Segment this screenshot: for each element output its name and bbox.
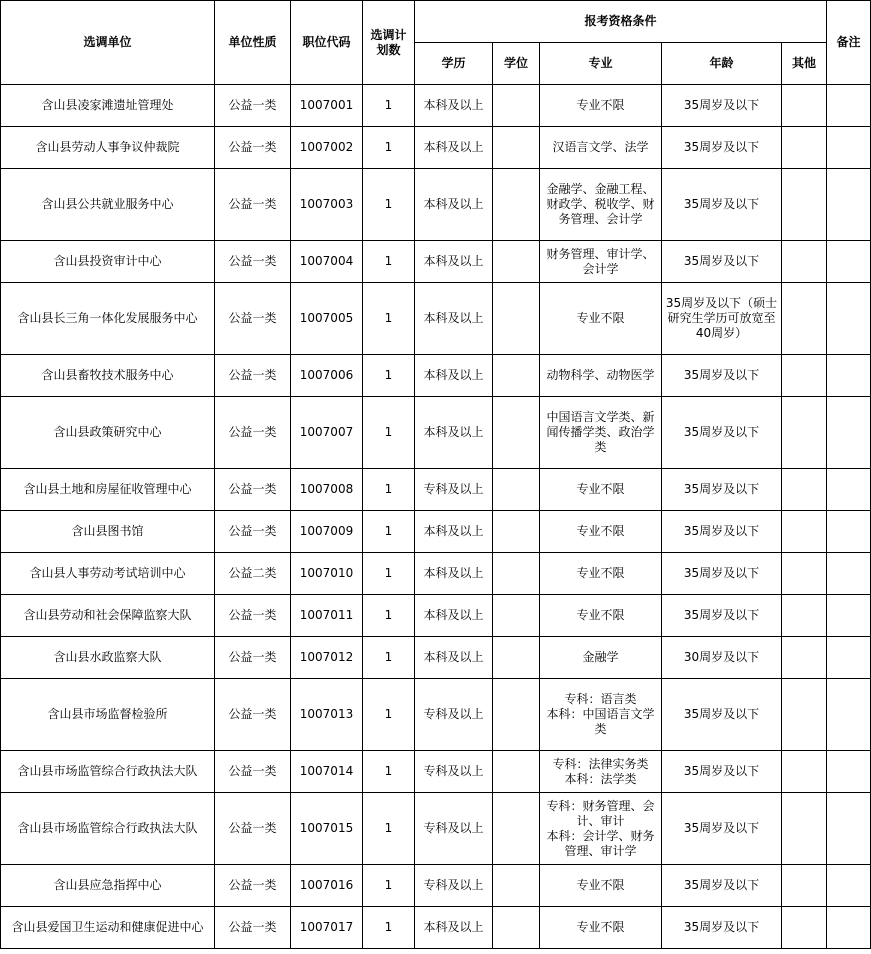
cell-age: 35周岁及以下 xyxy=(662,241,782,283)
cell-code: 1007012 xyxy=(291,637,363,679)
cell-plan: 1 xyxy=(363,595,415,637)
cell-education: 本科及以上 xyxy=(415,553,493,595)
table-row xyxy=(1,907,871,949)
cell-education: 本科及以上 xyxy=(415,511,493,553)
cell-nature: 公益一类 xyxy=(215,355,291,397)
header-nature: 单位性质 xyxy=(215,1,291,85)
cell-education: 本科及以上 xyxy=(415,127,493,169)
cell-other xyxy=(782,679,827,751)
table-row xyxy=(1,679,871,751)
cell-education: 专科及以上 xyxy=(415,751,493,793)
cell-nature: 公益一类 xyxy=(215,241,291,283)
cell-nature: 公益一类 xyxy=(215,127,291,169)
cell-education: 本科及以上 xyxy=(415,595,493,637)
cell-education: 专科及以上 xyxy=(415,469,493,511)
cell-degree xyxy=(493,127,540,169)
cell-remarks xyxy=(827,85,871,127)
header-education: 学历 xyxy=(415,43,493,85)
cell-major: 中国语言文学类、新闻传播学类、政治学类 xyxy=(540,397,662,469)
cell-other xyxy=(782,865,827,907)
cell-code: 1007006 xyxy=(291,355,363,397)
cell-unit: 含山县投资审计中心 xyxy=(1,241,215,283)
table-row xyxy=(1,85,871,127)
table-row xyxy=(1,355,871,397)
cell-age: 35周岁及以下 xyxy=(662,679,782,751)
cell-code: 1007007 xyxy=(291,397,363,469)
table-row xyxy=(1,511,871,553)
cell-remarks xyxy=(827,469,871,511)
cell-major: 汉语言文学、法学 xyxy=(540,127,662,169)
cell-plan: 1 xyxy=(363,241,415,283)
cell-major: 专业不限 xyxy=(540,85,662,127)
cell-unit: 含山县人事劳动考试培训中心 xyxy=(1,553,215,595)
cell-nature: 公益一类 xyxy=(215,511,291,553)
cell-remarks xyxy=(827,865,871,907)
cell-code: 1007009 xyxy=(291,511,363,553)
cell-degree xyxy=(493,283,540,355)
cell-major: 金融学 xyxy=(540,637,662,679)
cell-unit: 含山县市场监督检验所 xyxy=(1,679,215,751)
cell-other xyxy=(782,595,827,637)
cell-major: 专科：财务管理、会计、审计 本科：会计学、财务管理、审计学 xyxy=(540,793,662,865)
cell-nature: 公益一类 xyxy=(215,283,291,355)
cell-remarks xyxy=(827,793,871,865)
cell-unit: 含山县劳动和社会保障监察大队 xyxy=(1,595,215,637)
cell-education: 本科及以上 xyxy=(415,355,493,397)
cell-code: 1007014 xyxy=(291,751,363,793)
cell-remarks xyxy=(827,511,871,553)
cell-nature: 公益一类 xyxy=(215,469,291,511)
cell-remarks xyxy=(827,169,871,241)
cell-major: 专业不限 xyxy=(540,865,662,907)
cell-code: 1007011 xyxy=(291,595,363,637)
cell-major: 专科：语言类 本科：中国语言文学类 xyxy=(540,679,662,751)
cell-nature: 公益一类 xyxy=(215,397,291,469)
cell-nature: 公益一类 xyxy=(215,793,291,865)
cell-major: 专科：法律实务类 本科：法学类 xyxy=(540,751,662,793)
cell-major: 专业不限 xyxy=(540,283,662,355)
cell-nature: 公益一类 xyxy=(215,865,291,907)
cell-other xyxy=(782,751,827,793)
cell-code: 1007017 xyxy=(291,907,363,949)
table-row xyxy=(1,751,871,793)
header-remarks: 备注 xyxy=(827,1,871,85)
cell-degree xyxy=(493,85,540,127)
cell-other xyxy=(782,169,827,241)
cell-age: 35周岁及以下 xyxy=(662,907,782,949)
cell-unit: 含山县爱国卫生运动和健康促进中心 xyxy=(1,907,215,949)
header-other: 其他 xyxy=(782,43,827,85)
cell-age: 35周岁及以下 xyxy=(662,751,782,793)
cell-remarks xyxy=(827,283,871,355)
cell-plan: 1 xyxy=(363,283,415,355)
table-row xyxy=(1,793,871,865)
cell-other xyxy=(782,283,827,355)
cell-other xyxy=(782,397,827,469)
cell-remarks xyxy=(827,679,871,751)
cell-other xyxy=(782,637,827,679)
cell-education: 专科及以上 xyxy=(415,679,493,751)
cell-major: 专业不限 xyxy=(540,595,662,637)
cell-unit: 含山县长三角一体化发展服务中心 xyxy=(1,283,215,355)
cell-degree xyxy=(493,553,540,595)
header-unit: 选调单位 xyxy=(1,1,215,85)
cell-age: 35周岁及以下 xyxy=(662,355,782,397)
cell-plan: 1 xyxy=(363,553,415,595)
cell-age: 35周岁及以下 xyxy=(662,397,782,469)
cell-age: 35周岁及以下（硕士研究生学历可放宽至40周岁） xyxy=(662,283,782,355)
cell-degree xyxy=(493,907,540,949)
cell-age: 35周岁及以下 xyxy=(662,169,782,241)
cell-education: 专科及以上 xyxy=(415,793,493,865)
cell-degree xyxy=(493,865,540,907)
cell-code: 1007002 xyxy=(291,127,363,169)
cell-plan: 1 xyxy=(363,511,415,553)
cell-degree xyxy=(493,241,540,283)
cell-plan: 1 xyxy=(363,469,415,511)
cell-plan: 1 xyxy=(363,85,415,127)
cell-unit: 含山县水政监察大队 xyxy=(1,637,215,679)
cell-code: 1007005 xyxy=(291,283,363,355)
cell-remarks xyxy=(827,241,871,283)
cell-other xyxy=(782,85,827,127)
cell-plan: 1 xyxy=(363,907,415,949)
header-degree: 学位 xyxy=(493,43,540,85)
cell-plan: 1 xyxy=(363,679,415,751)
cell-age: 35周岁及以下 xyxy=(662,553,782,595)
table-body xyxy=(1,85,871,949)
cell-major: 金融学、金融工程、财政学、税收学、财务管理、会计学 xyxy=(540,169,662,241)
cell-degree xyxy=(493,595,540,637)
cell-plan: 1 xyxy=(363,127,415,169)
table-header xyxy=(1,1,871,85)
cell-remarks xyxy=(827,907,871,949)
table-row xyxy=(1,595,871,637)
cell-unit: 含山县凌家滩遗址管理处 xyxy=(1,85,215,127)
cell-degree xyxy=(493,793,540,865)
cell-nature: 公益一类 xyxy=(215,679,291,751)
cell-major: 动物科学、动物医学 xyxy=(540,355,662,397)
cell-major: 专业不限 xyxy=(540,907,662,949)
header-code: 职位代码 xyxy=(291,1,363,85)
cell-age: 35周岁及以下 xyxy=(662,469,782,511)
cell-plan: 1 xyxy=(363,751,415,793)
cell-education: 本科及以上 xyxy=(415,85,493,127)
cell-other xyxy=(782,907,827,949)
cell-plan: 1 xyxy=(363,793,415,865)
table-row xyxy=(1,169,871,241)
cell-nature: 公益一类 xyxy=(215,751,291,793)
cell-other xyxy=(782,793,827,865)
cell-age: 35周岁及以下 xyxy=(662,595,782,637)
cell-unit: 含山县政策研究中心 xyxy=(1,397,215,469)
cell-unit: 含山县劳动人事争议仲裁院 xyxy=(1,127,215,169)
cell-unit: 含山县应急指挥中心 xyxy=(1,865,215,907)
cell-code: 1007004 xyxy=(291,241,363,283)
cell-nature: 公益一类 xyxy=(215,637,291,679)
cell-code: 1007016 xyxy=(291,865,363,907)
cell-remarks xyxy=(827,595,871,637)
cell-major: 专业不限 xyxy=(540,553,662,595)
cell-nature: 公益一类 xyxy=(215,85,291,127)
cell-code: 1007003 xyxy=(291,169,363,241)
cell-education: 本科及以上 xyxy=(415,907,493,949)
cell-unit: 含山县市场监管综合行政执法大队 xyxy=(1,793,215,865)
cell-age: 35周岁及以下 xyxy=(662,127,782,169)
cell-remarks xyxy=(827,553,871,595)
cell-education: 本科及以上 xyxy=(415,169,493,241)
cell-code: 1007013 xyxy=(291,679,363,751)
cell-other xyxy=(782,511,827,553)
header-age: 年龄 xyxy=(662,43,782,85)
cell-age: 35周岁及以下 xyxy=(662,511,782,553)
cell-nature: 公益一类 xyxy=(215,169,291,241)
cell-age: 35周岁及以下 xyxy=(662,85,782,127)
cell-code: 1007001 xyxy=(291,85,363,127)
cell-unit: 含山县畜牧技术服务中心 xyxy=(1,355,215,397)
cell-degree xyxy=(493,679,540,751)
cell-degree xyxy=(493,355,540,397)
cell-plan: 1 xyxy=(363,637,415,679)
cell-other xyxy=(782,469,827,511)
header-conditions: 报考资格条件 xyxy=(415,1,827,43)
cell-other xyxy=(782,127,827,169)
table-row xyxy=(1,241,871,283)
cell-degree xyxy=(493,751,540,793)
table-row xyxy=(1,637,871,679)
table-row xyxy=(1,553,871,595)
cell-unit: 含山县公共就业服务中心 xyxy=(1,169,215,241)
cell-age: 30周岁及以下 xyxy=(662,637,782,679)
cell-education: 本科及以上 xyxy=(415,241,493,283)
cell-degree xyxy=(493,169,540,241)
cell-education: 本科及以上 xyxy=(415,283,493,355)
cell-plan: 1 xyxy=(363,397,415,469)
table-row xyxy=(1,469,871,511)
cell-major: 财务管理、审计学、会计学 xyxy=(540,241,662,283)
cell-age: 35周岁及以下 xyxy=(662,793,782,865)
cell-code: 1007008 xyxy=(291,469,363,511)
cell-nature: 公益二类 xyxy=(215,553,291,595)
cell-degree xyxy=(493,469,540,511)
cell-major: 专业不限 xyxy=(540,469,662,511)
cell-other xyxy=(782,241,827,283)
cell-unit: 含山县图书馆 xyxy=(1,511,215,553)
cell-remarks xyxy=(827,397,871,469)
cell-remarks xyxy=(827,637,871,679)
cell-major: 专业不限 xyxy=(540,511,662,553)
cell-age: 35周岁及以下 xyxy=(662,865,782,907)
cell-education: 专科及以上 xyxy=(415,865,493,907)
cell-unit: 含山县市场监管综合行政执法大队 xyxy=(1,751,215,793)
table-row xyxy=(1,283,871,355)
cell-code: 1007010 xyxy=(291,553,363,595)
cell-degree xyxy=(493,397,540,469)
table-row xyxy=(1,397,871,469)
table-row xyxy=(1,865,871,907)
cell-plan: 1 xyxy=(363,865,415,907)
cell-plan: 1 xyxy=(363,355,415,397)
cell-other xyxy=(782,355,827,397)
cell-plan: 1 xyxy=(363,169,415,241)
cell-code: 1007015 xyxy=(291,793,363,865)
cell-degree xyxy=(493,637,540,679)
cell-remarks xyxy=(827,355,871,397)
header-plan: 选调计划数 xyxy=(363,1,415,85)
cell-degree xyxy=(493,511,540,553)
cell-remarks xyxy=(827,751,871,793)
cell-unit: 含山县土地和房屋征收管理中心 xyxy=(1,469,215,511)
cell-nature: 公益一类 xyxy=(215,595,291,637)
cell-remarks xyxy=(827,127,871,169)
cell-education: 本科及以上 xyxy=(415,637,493,679)
cell-nature: 公益一类 xyxy=(215,907,291,949)
cell-other xyxy=(782,553,827,595)
table-row xyxy=(1,127,871,169)
header-major: 专业 xyxy=(540,43,662,85)
cell-education: 本科及以上 xyxy=(415,397,493,469)
